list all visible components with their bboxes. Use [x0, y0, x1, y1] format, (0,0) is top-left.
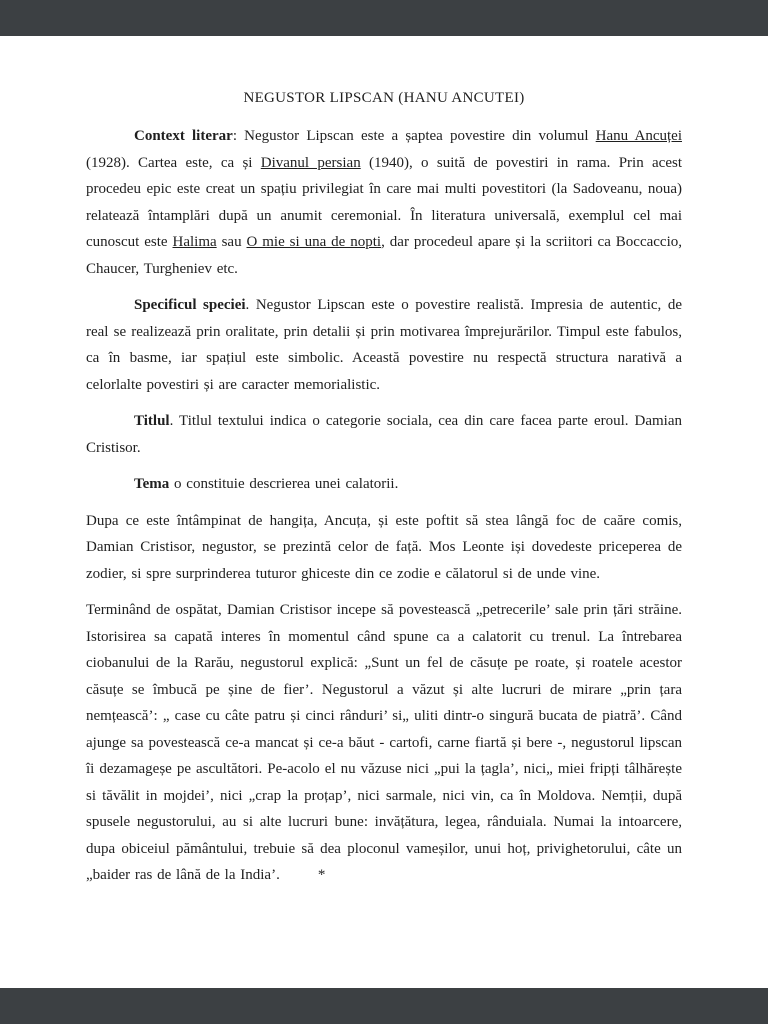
text-run-bold: Tema: [134, 476, 170, 492]
text-run-underline: Divanul persian: [260, 154, 361, 171]
document-page: [0, 36, 768, 988]
viewer-bottom-bar: [0, 988, 768, 1024]
text-run-bold: Titlul: [134, 413, 170, 429]
text-run-bold: Context literar: [134, 128, 233, 144]
paragraph-context-literar: [86, 123, 682, 282]
text-run: Terminând de ospătat, Damian Cristisor incepe să povestească „petrecerile’ sale prin țări străine. Istorisirea sa capată interes în momentul când spune ca a calatorit cu trenul. La întrebarea ciobanului de la Rarău, negustorul explică: „Sunt un fel de căsuțe pe roate, și roatele acestor căsuțe se îmbucă pe șine de fier’. Negustorul a văzut și alte lucruri de mirare „prin țara nemțească’: „ case cu câte patru și cinci rânduri’ si„ uliti dintr-o singură bucata de piatră’. Când ajunge sa povestească ce-a mancat și ce-a băut - cartofi, carne fiartă și bere -, negustorul lipscan îi dezamageșe pe ascultători. Pe-acolo el nu văzuse nici „pui la țagla’, nici„ miei fripți tâlhărește si tăvălit in mojdei’, nici „crap la proțap’, nici sarmale, nici vin, ca în Moldova. Nemții, după spusele negustorului, au si alte lucruri bune: invățătura, legea, rânduiala. Numai la intoarcere, dupa obiceiul pământului, trebuie să dea ploconul vameșilor, unui hoț, privighetorului, câte un „baider ras de lână de la India’.: [86, 602, 682, 883]
text-run: Dupa ce este întâmpinat de hangița, Ancuța, și este poftit să stea lângă foc de caăre comis, Damian Cristisor, negustor, se prezintă celor de față. Mos Leonte iși dovedeste priceperea de zodier, si spre surprinderea tuturor ghiceste din ce zodie e călatorul si de unde vine.: [86, 512, 682, 582]
text-run: sau: [216, 234, 247, 250]
text-run: , dar procedeul apare și la scriitori ca Boccaccio, Chaucer, Turgheniev etc.: [86, 234, 683, 277]
paragraph-specificul-speciei: [86, 292, 682, 398]
paragraph-povestirea-calatoriei: [86, 597, 682, 889]
paragraph-tema: [86, 471, 682, 498]
text-run-bold: Specificul speciei: [134, 297, 246, 313]
text-run-underline: O mie si una de nopti: [246, 234, 382, 250]
text-run: . Negustor Lipscan este o povestire realistă. Impresia de autentic, de real se realizează prin oralitate, prin detalii și prin motivarea împrejurărilor. Timpul este fabulos, ca în basme, iar spațiul este simbolic. Această povestire nu respectă structura narativă a celorlalte povestiri și are caracter memorialistic.: [86, 297, 682, 393]
viewer-top-bar: [0, 0, 768, 36]
text-run-underline: Hanu Ancuței: [595, 128, 682, 144]
text-run: o constituie descrierea unei calatorii.: [169, 476, 399, 492]
document-body: [86, 123, 682, 889]
text-run: *: [279, 867, 326, 883]
text-run: (1928). Cartea este, ca și: [86, 154, 261, 171]
text-run: . Titlul textului indica o categorie sociala, cea din care facea parte eroul. Damian Cristisor.: [86, 413, 682, 456]
text-run-underline: Halima: [172, 234, 217, 250]
document-title: NEGUSTOR LIPSCAN (HANU ANCUTEI): [243, 90, 525, 106]
paragraph-sosirea-negustorului: [86, 508, 682, 588]
paragraph-titlul: [86, 408, 682, 461]
text-run: (1940), o suită de povestiri in rama. Prin acest procedeu epic este creat un spațiu privilegiat în care mai multi povestitori (la Sadoveanu, noua) relatează întamplări după un anumit ceremonial. În literatura universală, exemplul cel mai cunoscut este: [86, 154, 682, 250]
text-run: : Negustor Lipscan este a șaptea povestire din volumul: [232, 128, 596, 144]
